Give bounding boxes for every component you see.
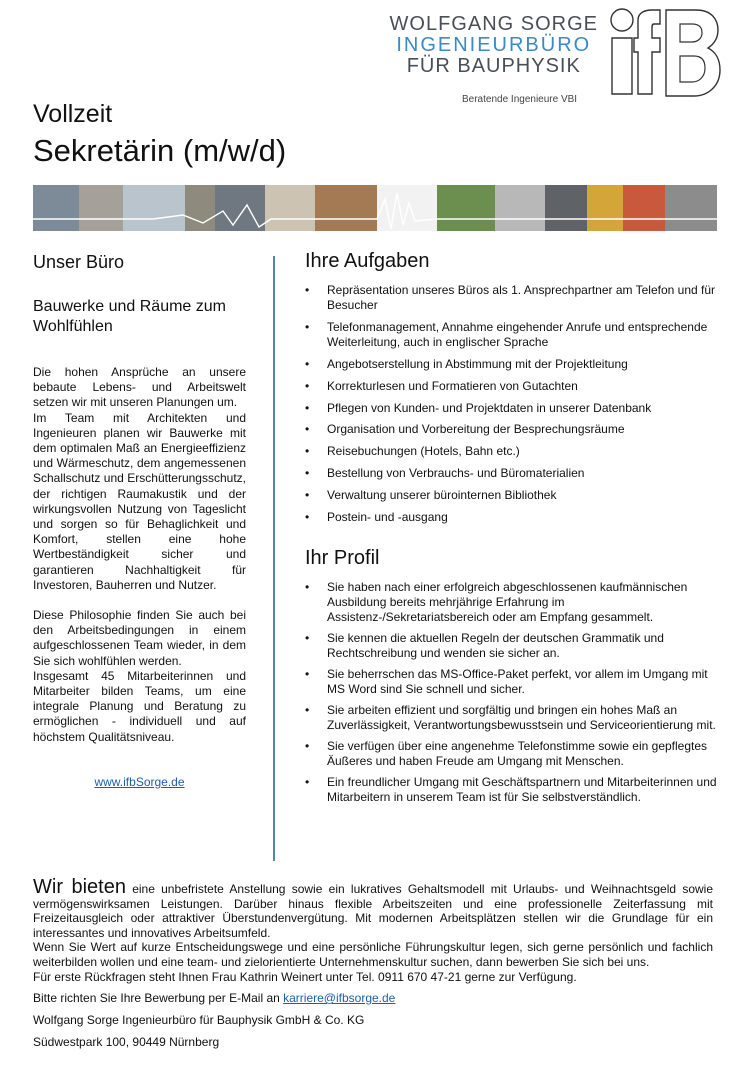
bullet-icon: •	[305, 320, 310, 334]
contact-line: Für erste Rückfragen steht Ihnen Frau Kathrin Weinert unter Tel. 0911 670 47-21 gerne zur Verfügung.	[33, 969, 577, 984]
photo-building	[33, 185, 79, 231]
logo-line-3: FÜR BAUPHYSIK	[406, 55, 581, 77]
photo-glass-roof	[123, 185, 185, 231]
bullet-icon: •	[305, 509, 310, 524]
office-paragraph-4: Insgesamt 45 Mitarbeiterinnen und Mitarbeiter bilden Teams, um eine integrale Planung und Beratung zu ermöglichen - individuell und auf höchstem Qualitätsniveau.	[33, 668, 246, 744]
office-paragraph-2: Im Team mit Architekten und Ingenieuren planen wir Bauwerke mit dem optimalen Maß an Energieeffizienz und Wärmeschutz, dem angemessenen Schallschutz und Erschütterungsschutz, der richtigen Raumakustik und der wirkungsvollen Nutzung von Tageslicht und sorgen so für Behaglichkeit und Komfort, stellen eine hohe Wertbeständigkeit sicher und garantieren Nachhaltigkeit für Investoren, Bauherren und Nutzer.	[33, 410, 246, 592]
list-item: • Postein- und -ausgang	[305, 509, 448, 524]
list-item: • Ein freundlicher Umgang mit Geschäftspartnern und Mitarbeiterinnen und Mitarbeitern in unserem Team ist für Sie selbstverständlich.	[305, 774, 717, 805]
company-logo-text	[390, 14, 598, 77]
job-type: Vollzeit	[33, 100, 113, 128]
column-divider	[273, 256, 275, 861]
list-item: • Organisation und Vorbereitung der Besprechungsräume	[305, 422, 625, 437]
photo-office	[665, 185, 717, 231]
bullet-icon: •	[305, 357, 310, 371]
photo-tower	[545, 185, 587, 231]
list-item: • Sie beherrschen das MS-Office-Paket perfekt, vor allem im Umgang mit MS Word sind Sie schnell und sicher.	[305, 666, 708, 697]
list-item: • Angebotserstellung in Abstimmung mit der Projektleitung	[305, 357, 628, 371]
list-item: • Sie arbeiten effizient und sorgfältig und bringen ein hohes Maß an Zuverlässigkeit, Verantwortungsbewusstsein und Serviceorientierung mit.	[305, 702, 716, 733]
photo-simulation	[437, 185, 495, 231]
office-heading: Unser Büro	[33, 252, 125, 272]
bullet-icon: •	[305, 283, 310, 297]
logo-line-1: WOLFGANG SORGE	[389, 13, 598, 35]
company-address: Südwestpark 100, 90449 Nürnberg	[33, 1035, 220, 1050]
bullet-icon: •	[305, 630, 310, 645]
details-section	[305, 250, 719, 811]
email-link[interactable]: karriere@ifbsorge.de	[283, 991, 396, 1006]
list-item: • Sie kennen die aktuellen Regeln der deutschen Grammatik und Rechtschreibung und wenden sie sicher an.	[305, 630, 664, 661]
list-item: • Repräsentation unseres Büros als 1. Ansprechpartner am Telefon und für Besucher	[305, 283, 716, 313]
bullet-icon: •	[305, 666, 310, 681]
photo-walkway	[185, 185, 215, 231]
logo-tagline: Beratende Ingenieure VBI	[462, 94, 578, 105]
photo-heat-map	[623, 185, 665, 231]
bullet-icon: •	[305, 465, 310, 480]
photo-strip	[33, 185, 717, 231]
list-item: • Reisebuchungen (Hotels, Bahn etc.)	[305, 444, 520, 459]
list-item: • Sie haben nach einer erfolgreich abgeschlossenen kaufmännischen Ausbildung bereits mehrjährige Erfahrung im Assistenz-/Sekretariatsbereich oder am Empfang gesammelt.	[305, 579, 688, 625]
profile-heading: Ihr Profil	[305, 546, 380, 569]
photo-stairs	[79, 185, 123, 231]
offer-paragraph-1	[33, 876, 713, 940]
job-title: Sekretärin (m/w/d)	[33, 133, 287, 168]
ifb-logo-mark-icon	[608, 6, 722, 102]
logo-line-2: INGENIEURBÜRO	[396, 34, 592, 56]
list-item: • Korrekturlesen und Formatieren von Gutachten	[305, 378, 578, 393]
photo-lab	[495, 185, 545, 231]
bullet-icon: •	[305, 738, 310, 753]
offer-section	[33, 876, 713, 1050]
bullet-icon: •	[305, 487, 310, 502]
photo-interior	[315, 185, 377, 231]
office-paragraph-3: Diese Philosophie finden Sie auch bei den Arbeitsbedingungen in einem aufgeschlossenen Team wieder, in dem Sie sich wohlfühlen werden.	[33, 608, 246, 668]
bullet-icon: •	[305, 702, 310, 717]
tasks-heading: Ihre Aufgaben	[305, 250, 430, 272]
tasks-list	[305, 283, 719, 525]
profile-list	[305, 580, 719, 806]
list-item: • Pflegen von Kunden- und Projektdaten in unserer Datenbank	[305, 400, 652, 415]
office-paragraph-1: Die hohen Ansprüche an unsere bebaute Lebens- und Arbeitswelt setzen wir mit unseren Planungen um.	[33, 365, 246, 410]
bullet-icon: •	[305, 774, 310, 789]
bullet-icon: •	[305, 378, 310, 393]
bullet-icon: •	[305, 579, 310, 594]
company-name: Wolfgang Sorge Ingenieurbüro für Bauphysik GmbH & Co. KG	[33, 1013, 365, 1028]
offer-text-1: eine unbefristete Anstellung sowie ein lukratives Gehaltsmodell mit Urlaubs- und Weihnachtsgeld sowie vermögenswirksamen Leistungen. Darüber hinaus flexible Arbeitszeiten und eine professionelle Zeiterfassung mit Freizeitausgleich oder attraktiver Überstundenvergütung. Mit modernen Arbeitsplätzen stellen wir die Grundlage für ein interessantes und innovatives Arbeitsumfeld.	[33, 882, 713, 940]
apply-line: Bitte richten Sie Ihre Bewerbung per E-Mail an karriere@ifbsorge.de	[33, 991, 396, 1006]
list-item: • Bestellung von Verbrauchs- und Büromaterialien	[305, 465, 585, 480]
offer-heading: Wir bieten	[33, 876, 126, 898]
photo-hall	[265, 185, 315, 231]
offer-paragraph-2: Wenn Sie Wert auf kurze Entscheidungswege und eine persönliche Führungskultur legen, sich gerne persönlich und fachlich weiterbilden wollen und eine team- und zielorientierte Unternehmenskultur suchen, dann bewerben Sie sich bei uns.	[33, 940, 713, 969]
list-item: • Verwaltung unserer bürointernen Bibliothek	[305, 487, 557, 502]
website-link[interactable]: www.ifbSorge.de	[94, 774, 185, 789]
list-item: • Telefonmanagement, Annahme eingehender Anrufe und entsprechende Weiterleitung, auch in englischer Sprache	[305, 320, 708, 350]
photo-colour-map	[587, 185, 623, 231]
bullet-icon: •	[305, 422, 310, 437]
office-section	[33, 252, 246, 789]
bullet-icon: •	[305, 400, 310, 415]
list-item: • Sie verfügen über eine angenehme Telefonstimme sowie ein gepflegtes Äußeres und haben Freude am Umgang mit Menschen.	[305, 738, 708, 769]
bullet-icon: •	[305, 444, 310, 459]
office-subheading: Bauwerke und Räume zum Wohlfühlen	[33, 298, 226, 335]
